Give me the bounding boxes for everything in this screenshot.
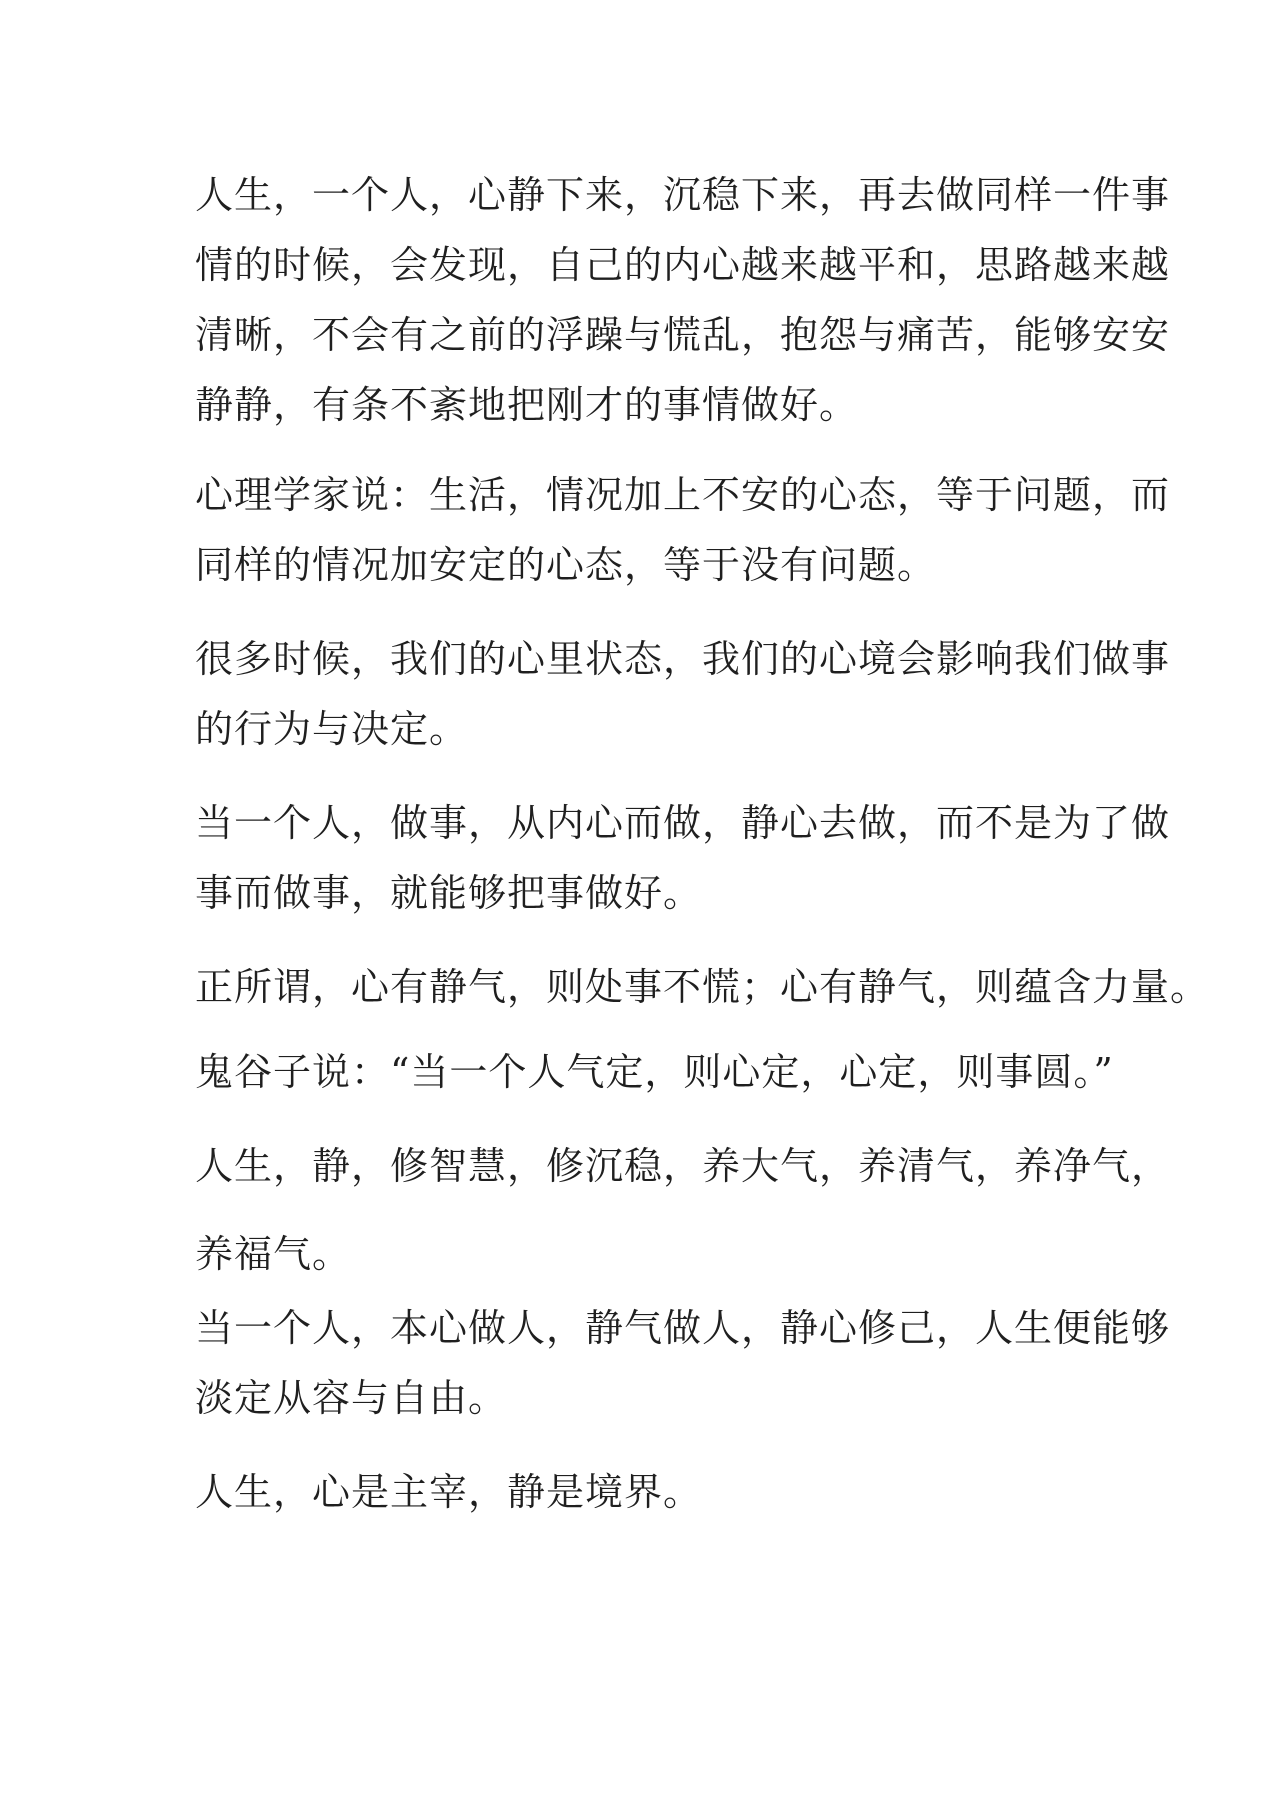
paragraph-4: [195, 788, 1171, 928]
paragraph-line: 正所谓，心有静气，则处事不慌；心有静气，则蕴含力量。: [195, 965, 1210, 1009]
paragraph-line: 当一个人，做事，从内心而做，静心去做，而不是为了做: [195, 801, 1171, 845]
paragraph-2: [195, 460, 1171, 600]
paragraph-3: [195, 624, 1171, 764]
paragraph-line: 养福气。: [195, 1232, 352, 1276]
paragraph-line: 人生，一个人，心静下来，沉稳下来，再去做同样一件事: [195, 173, 1171, 217]
paragraph-line: 人生，静，修智慧，修沉稳，养大气，养清气，养净气，: [195, 1144, 1171, 1188]
paragraph-5: [195, 952, 1210, 1022]
paragraph-7: [195, 1122, 1171, 1298]
paragraph-6: [195, 1037, 1114, 1107]
paragraph-line: 当一个人，本心做人，静气做人，静心修己，人生便能够: [195, 1306, 1171, 1350]
paragraph-line: 淡定从容与自由。: [195, 1376, 508, 1420]
paragraph-8: [195, 1293, 1171, 1433]
paragraph-line: 心理学家说：生活，情况加上不安的心态，等于问题，而: [195, 473, 1171, 517]
paragraph-line: 静静，有条不紊地把刚才的事情做好。: [195, 383, 859, 427]
paragraph-line: 鬼谷子说：“当一个人气定，则心定，心定，则事圆。”: [195, 1050, 1114, 1094]
paragraph-line: 情的时候，会发现，自己的内心越来越平和，思路越来越: [195, 243, 1171, 287]
paragraph-1: [195, 160, 1171, 440]
paragraph-line: 的行为与决定。: [195, 707, 469, 751]
paragraph-line: 人生，心是主宰，静是境界。: [195, 1470, 703, 1514]
paragraph-line: 很多时候，我们的心里状态，我们的心境会影响我们做事: [195, 637, 1171, 681]
paragraph-line: 事而做事，就能够把事做好。: [195, 871, 703, 915]
paragraph-line: 同样的情况加安定的心态，等于没有问题。: [195, 543, 937, 587]
paragraph-9: [195, 1457, 1095, 1527]
paragraph-line: 清晰，不会有之前的浮躁与慌乱，抱怨与痛苦，能够安安: [195, 313, 1171, 357]
